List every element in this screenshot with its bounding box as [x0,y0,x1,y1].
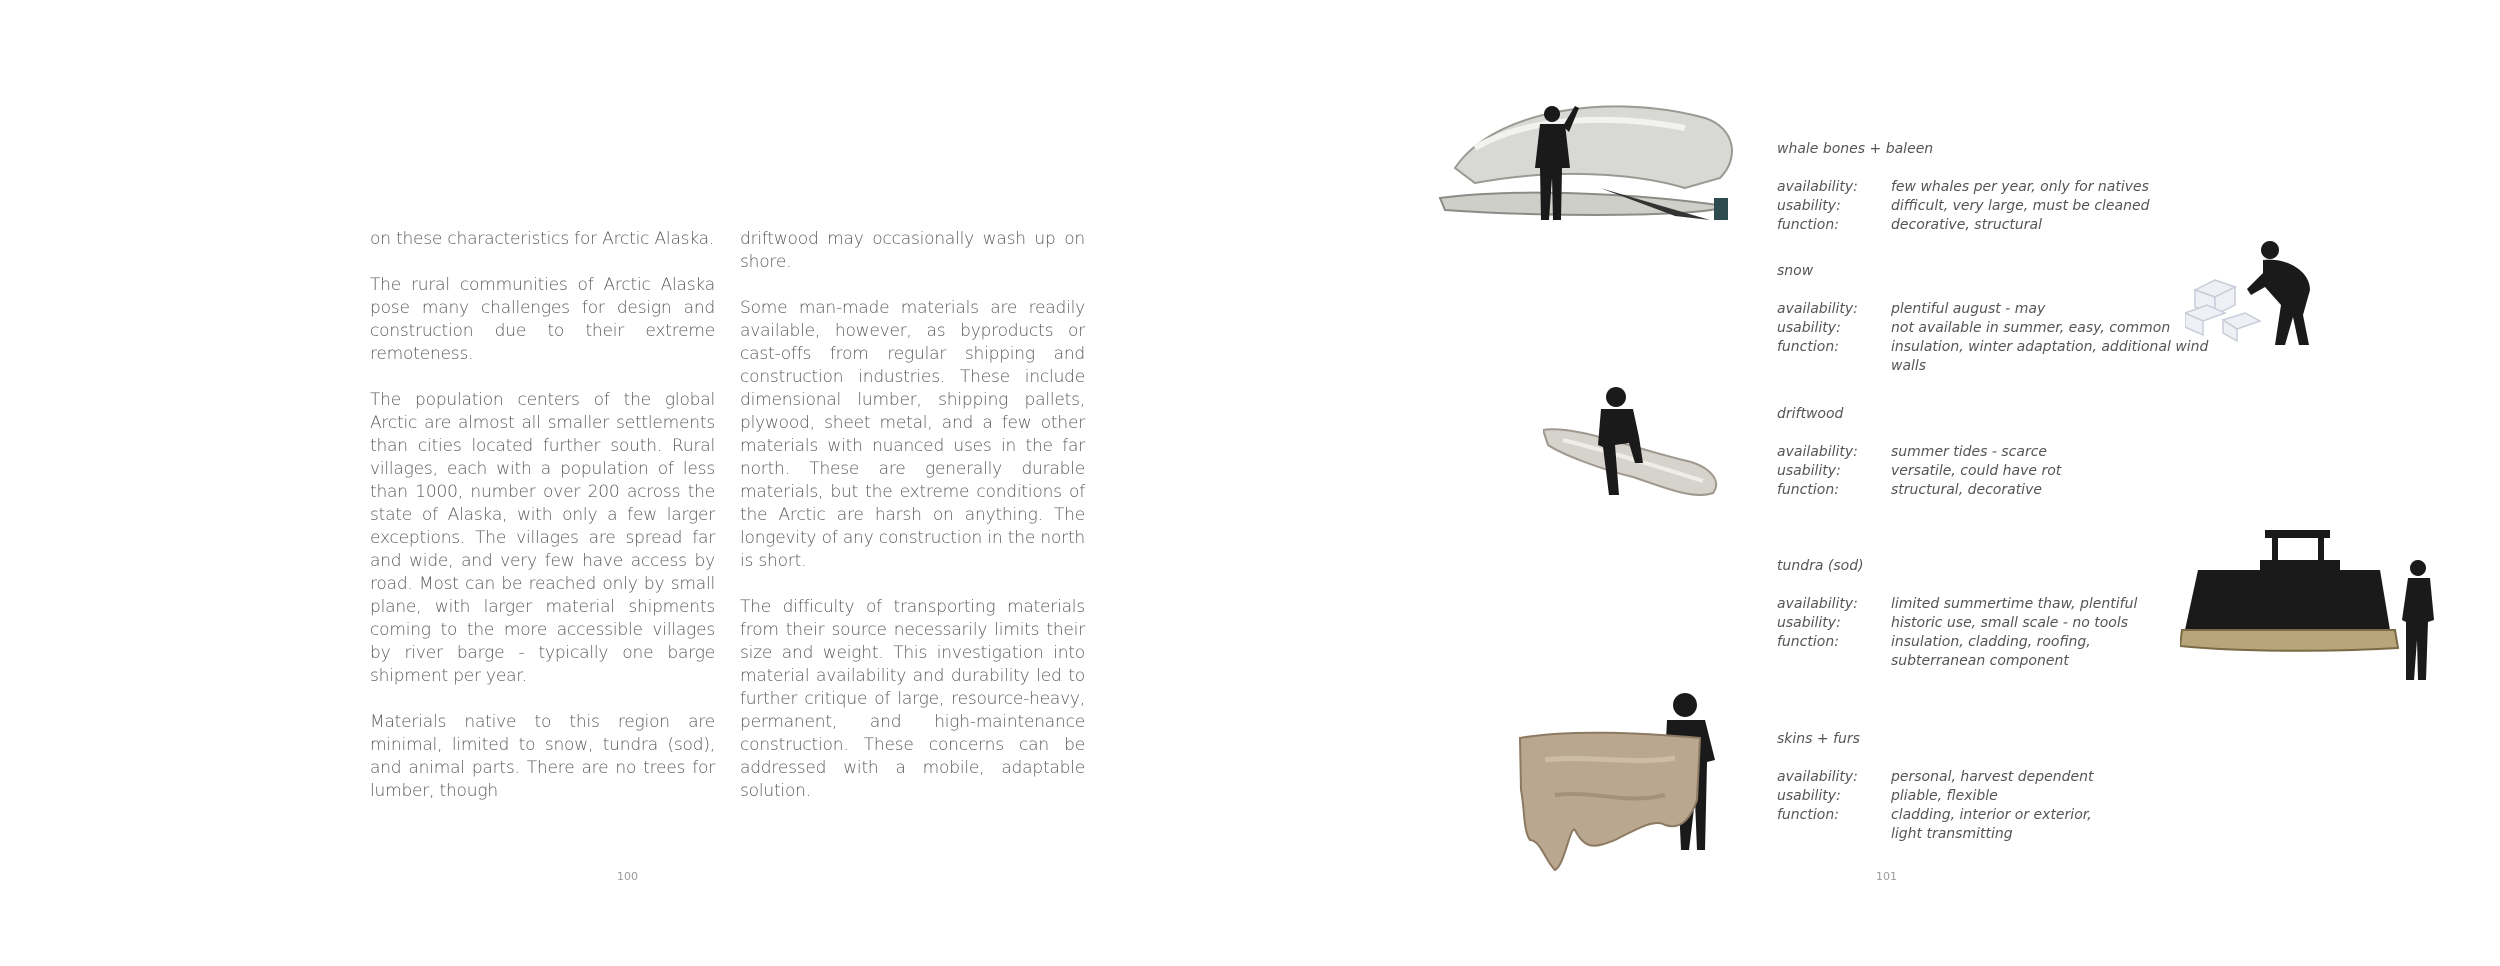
row-value: summer tides - scarce [1891,444,2048,460]
animal-hide-with-person-image [1515,690,1735,875]
row-value: plentiful august - may [1891,301,2046,317]
material-row [1777,595,2257,614]
material-driftwood [1777,405,2257,500]
material-row [1777,481,2257,500]
row-label: function: [1777,217,1839,233]
row-value: decorative, structural [1891,217,2042,233]
material-row [1777,338,2257,376]
material-row [1777,787,2257,806]
paragraph: The population centers of the global Arctic are almost all smaller settlements than cities located further south. Rural villages, each with a population of less than 1000, number over 200 across the state of Alaska, with only a few larger exceptions. The villages are spread far and wide, and very few have access by road. Most can be reached only by small plane, with larger material shipments coming to the more accessible villages by river barge - typically one barge shipment per year. [370,390,715,686]
paragraph: The difficulty of transporting materials from their source necessarily limits their size and weight. This investigation into material availability and durability led to further critique of large, resource-heavy, permanent, and high-maintenance construction. These concerns can be addressed with a mobile, adaptable solution. [740,597,1085,801]
material-tundra [1777,557,2257,671]
right-page [1250,0,2500,966]
paragraph: Some man-made materials are readily available, however, as byproducts or cast-offs from regular shipping and construction industries. These include dimensional lumber, shipping pallets, plywood, sheet metal, and a few other materials with nuanced uses in the far north. These are generally durable materials, but the extreme conditions of the Arctic are harsh on anything. The longevity of any construction in the north is short. [740,298,1085,571]
material-row [1777,806,2257,844]
material-row [1777,300,2257,319]
material-row [1777,462,2257,481]
material-snow [1777,262,2257,376]
material-title: skins + furs [1777,731,1860,747]
text-column-2 [740,228,1085,826]
material-row [1777,614,2257,633]
material-row [1777,768,2257,787]
row-label: function: [1777,634,1839,650]
page-number: 101 [1876,870,1897,883]
row-value: insulation, winter adaptation, additional wind walls [1891,339,2209,374]
row-label: availability: [1777,301,1858,317]
row-value: few whales per year, only for natives [1891,179,2149,195]
material-title: snow [1777,263,1814,279]
row-label: usability: [1777,198,1841,214]
material-title: tundra (sod) [1777,558,1864,574]
row-value: limited summertime thaw, plentiful [1891,596,2138,612]
material-row [1777,178,2257,197]
paragraph: The rural communities of Arctic Alaska pose many challenges for design and construction due to their extreme remoteness. [370,275,715,364]
row-label: usability: [1777,788,1841,804]
row-label: function: [1777,482,1839,498]
driftwood-log-with-person-image [1543,385,1723,500]
page-number: 100 [617,870,638,883]
row-label: usability: [1777,615,1841,631]
material-row [1777,443,2257,462]
row-value: insulation, cladding, roofing, subterranean component [1891,634,2091,669]
row-label: usability: [1777,463,1841,479]
material-row [1777,197,2257,216]
row-value: personal, harvest dependent [1891,769,2094,785]
row-value: cladding, interior or exterior, light transmitting [1891,807,2092,842]
row-label: availability: [1777,444,1858,460]
row-value: pliable, flexible [1891,788,1998,804]
row-value: historic use, small scale - no tools [1891,615,2129,631]
row-value: not available in summer, easy, common [1891,320,2171,336]
material-skins-furs [1777,730,2257,844]
material-row [1777,319,2257,338]
row-value: structural, decorative [1891,482,2042,498]
paragraph: on these characteristics for Arctic Alaska. [370,229,715,249]
row-label: availability: [1777,596,1858,612]
row-label: availability: [1777,179,1858,195]
row-value: versatile, could have rot [1891,463,2062,479]
row-label: function: [1777,807,1839,823]
row-value: difficult, very large, must be cleaned [1891,198,2150,214]
paragraph: driftwood may occasionally wash up on shore. [740,229,1085,272]
row-label: function: [1777,339,1839,355]
row-label: availability: [1777,769,1858,785]
text-column-1 [370,228,715,826]
row-label: usability: [1777,320,1841,336]
material-row [1777,216,2257,235]
material-row [1777,633,2257,671]
material-title: driftwood [1777,406,1844,422]
material-whale-bones [1777,140,2257,235]
material-title: whale bones + baleen [1777,141,1934,157]
paragraph: Materials native to this region are minimal, limited to snow, tundra (sod), and animal parts. There are no trees for lumber, though [370,712,715,801]
whale-skull-with-person-image [1435,88,1745,238]
